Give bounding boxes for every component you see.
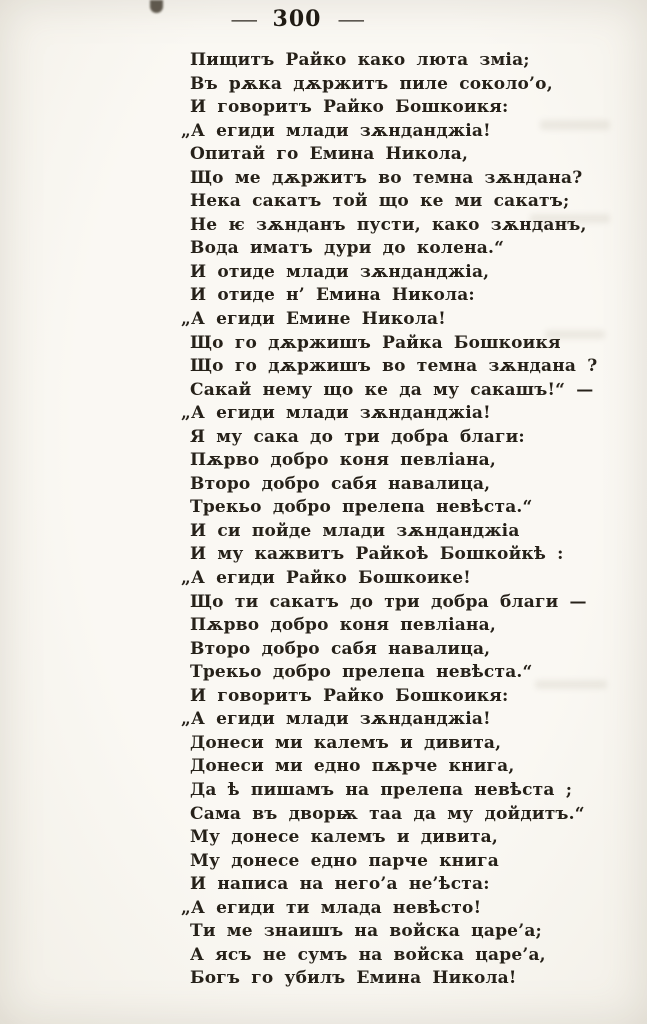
- poem-line: Пищитъ Райко како люта зміа;: [190, 50, 530, 70]
- poem-line: Пѫрво добро коня певліана,: [190, 615, 496, 636]
- poem-line: Трекьо добро прелепа невѣста.“: [190, 662, 533, 683]
- poem-line: Му донесе калемъ и дивита,: [190, 827, 499, 848]
- poem-line: И му кажвитъ Райкоѣ Бошкойкѣ :: [190, 544, 564, 565]
- page-number: 300: [272, 6, 322, 32]
- poem-line: „А егиди млади зѫнданджіа!: [181, 709, 491, 730]
- poem-line: Що ме дѫржитъ во темна зѫндана?: [190, 167, 583, 188]
- poem-line: Второ добро сабя навалица,: [190, 473, 491, 494]
- poem-line: „А егиди млади зѫнданджіа!: [181, 403, 491, 424]
- poem-line: „А егиди Райко Бошкоике!: [181, 568, 471, 589]
- poem-line: Въ рѫка дѫржитъ пиле соколо’о,: [190, 73, 553, 94]
- poem-line: Ти ме знаишъ на войска царе’а;: [190, 921, 543, 942]
- poem-line: И говоритъ Райко Бошкоикя:: [190, 97, 509, 118]
- poem-line: Му донесе едно парче книга: [190, 850, 499, 871]
- page-header: [0, 6, 594, 32]
- poem-line: Не ѥ зѫнданъ пусти, како зѫнданъ,: [190, 214, 587, 235]
- poem-line: А ясъ не сумъ на войска царе’а,: [190, 944, 546, 965]
- poem-line: Вода иматъ дури до колена.“: [190, 238, 505, 259]
- poem-line: И отиде млади зѫнданджіа,: [190, 261, 490, 282]
- poem-line: И написа на него’а не’ѣста:: [190, 874, 490, 895]
- poem-line: Сакай нему що ке да му сакашъ!“ —: [190, 379, 594, 400]
- poem-text-block: [181, 49, 598, 991]
- poem-line: И говоритъ Райко Бошкоикя:: [190, 685, 509, 706]
- poem-line: „А егиди Емине Никола!: [181, 309, 446, 330]
- poem-line: Що ти сакатъ до три добра благи —: [190, 591, 587, 612]
- poem-line: „А егиди ти млада невѣсто!: [181, 897, 482, 918]
- poem-line: Що го дѫржишъ Райка Бошкоикя: [190, 332, 561, 353]
- poem-line: Нека сакатъ той що ке ми сакатъ;: [190, 191, 570, 212]
- poem-line: Трекьо добро прелепа невѣста.“: [190, 497, 533, 518]
- poem-line: Я му сака до три добра благи:: [190, 426, 525, 447]
- poem-line: Пѫрво добро коня певліана,: [190, 450, 496, 471]
- poem-line: Второ добро сабя навалица,: [190, 638, 491, 659]
- poem-line: „А егиди млади зѫнданджіа!: [181, 120, 491, 141]
- poem-line: Да ѣ пишамъ на прелепа невѣста ;: [190, 779, 573, 800]
- poem-line: Що го дѫржишъ во темна зѫндана ?: [190, 356, 598, 377]
- poem-line: Сама въ дворѭ таа да му дойдитъ.“: [190, 803, 585, 824]
- poem-line: Опитай го Емина Никола,: [190, 144, 469, 165]
- poem-line: Донеси ми едно пѫрче книга,: [190, 756, 515, 777]
- header-dash-right: —: [337, 7, 365, 31]
- poem-line: Богъ го убилъ Емина Никола!: [190, 968, 517, 989]
- header-dash-left: —: [229, 7, 257, 31]
- poem-line: И си пойде млади зѫнданджіа: [190, 520, 520, 541]
- poem-line: Донеси ми калемъ и дивита,: [190, 732, 502, 753]
- poem-line: И отиде н’ Емина Никола:: [190, 285, 475, 306]
